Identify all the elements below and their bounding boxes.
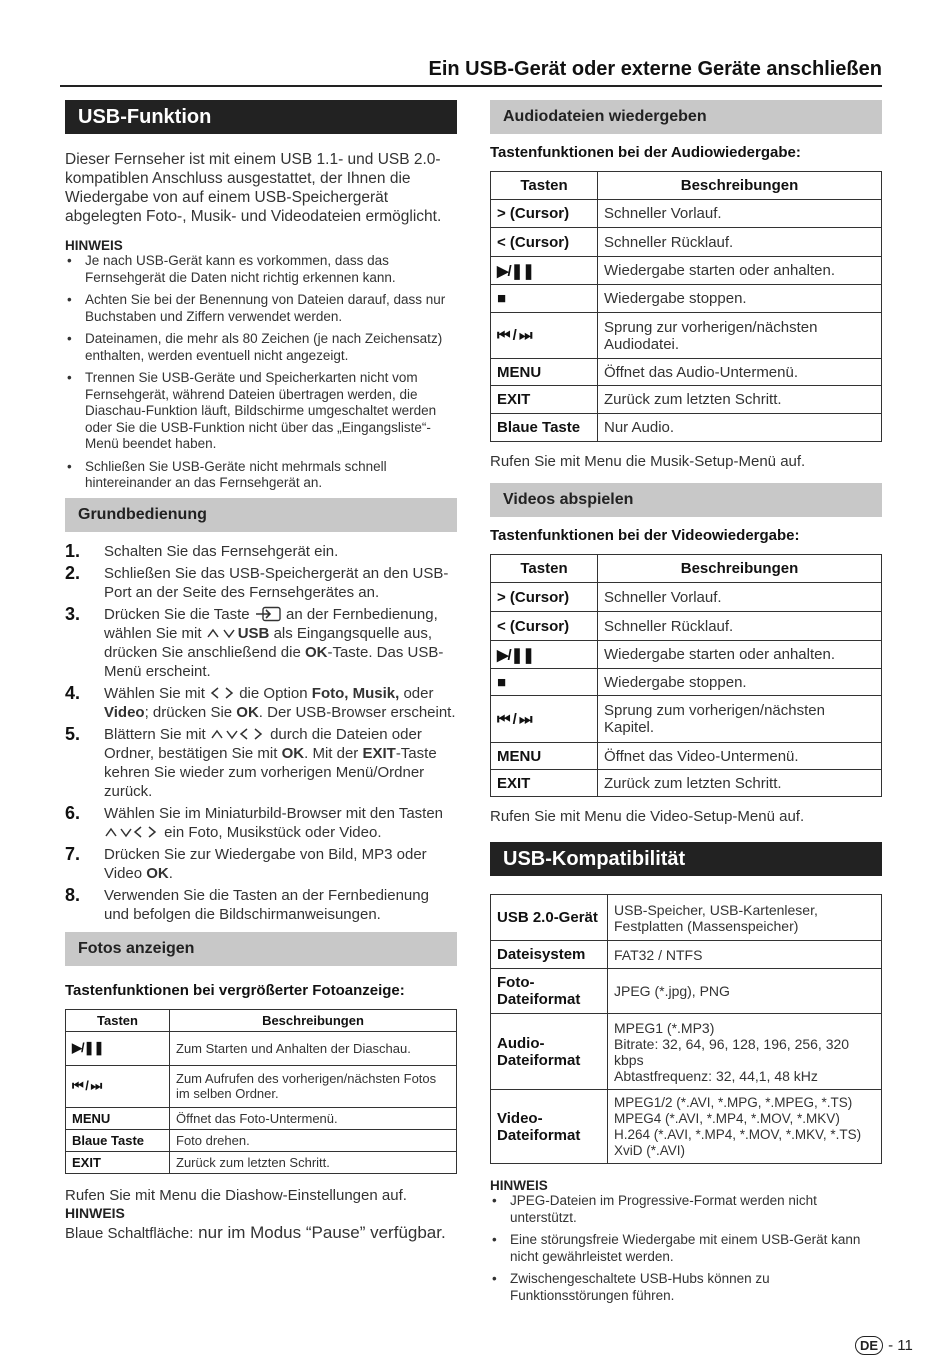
key-cell: ▶/❚❚ — [66, 1031, 170, 1065]
key-cell: < (Cursor) — [491, 228, 598, 257]
steps-list — [65, 542, 457, 924]
desc-cell: Zurück zum letzten Schritt. — [598, 770, 882, 797]
step-text: Drücken Sie die Taste an der Fernbedienung, wählen Sie mit USB als Eingangsquelle aus, drücken Sie anschließend die OK-Taste. Das USB-Menü erscheint. — [104, 605, 444, 680]
fotos-note-title: HINWEIS — [65, 1204, 125, 1221]
step-number: 1. — [65, 540, 81, 561]
table-header-row — [491, 172, 882, 200]
table-row — [66, 1107, 457, 1129]
page-number-text: - 11 — [888, 1337, 913, 1354]
kompat-note-title: HINWEIS — [490, 1178, 548, 1193]
key-cell: ▶/❚❚ — [491, 641, 598, 669]
table-row — [491, 941, 882, 969]
table-row — [66, 1065, 457, 1107]
column-header: Tasten — [66, 1009, 170, 1031]
step-text: Blättern Sie mit durch die Dateien oder Ordner, bestätigen Sie mit OK. Mit der EXIT-Taste kehren Sie wieder zum vorherigen Menü/Ordner zurück. — [104, 725, 437, 800]
desc-cell: Zum Aufrufen des vorherigen/nächsten Fotos im selben Ordner. — [170, 1065, 457, 1107]
table-row — [491, 612, 882, 641]
step-number: 3. — [65, 603, 81, 624]
desc-cell: Öffnet das Video-Untermenü. — [598, 743, 882, 770]
key-cell: ⏮ / ⏭ — [491, 313, 598, 359]
arrows-icon — [104, 825, 160, 839]
table-row — [491, 770, 882, 797]
desc-cell: Wiedergabe starten oder anhalten. — [598, 641, 882, 669]
desc-cell: Nur Audio. — [598, 414, 882, 442]
key-cell: Blaue Taste — [491, 414, 598, 442]
desc-cell: Zurück zum letzten Schritt. — [598, 386, 882, 414]
step-number: 8. — [65, 884, 81, 905]
up-down-icon — [206, 627, 238, 639]
page-number — [855, 1336, 913, 1355]
video-table — [490, 554, 882, 797]
table-row — [491, 743, 882, 770]
desc-cell: Wiedergabe stoppen. — [598, 669, 882, 696]
language-badge: DE — [855, 1336, 883, 1355]
desc-cell: Sprung zum vorherigen/nächsten Kapitel. — [598, 696, 882, 743]
note-title: HINWEIS — [65, 238, 123, 253]
key-cell: Audio-Dateiformat — [491, 1014, 608, 1090]
fotos-note: Blaue Schaltfläche: nur im Modus “Pause” verfügbar. — [65, 1222, 446, 1242]
table-row — [491, 386, 882, 414]
table-row — [491, 583, 882, 612]
table-header-row — [491, 555, 882, 583]
note-item: • Dateinamen, die mehr als 80 Zeichen (je nach Zeichensatz) enthalten, werden eventuell nicht angezeigt. — [65, 331, 457, 364]
key-cell: Blaue Taste — [66, 1129, 170, 1151]
step-number: 6. — [65, 802, 81, 823]
table-row — [491, 1014, 882, 1090]
column-header: Tasten — [491, 172, 598, 200]
fotos-footnote: Rufen Sie mit Menu die Diashow-Einstellungen auf. — [65, 1186, 407, 1204]
key-cell: MENU — [491, 743, 598, 770]
key-cell: USB 2.0-Gerät — [491, 895, 608, 941]
video-footnote: Rufen Sie mit Menu die Video-Setup-Menü auf. — [490, 808, 805, 825]
step-item — [65, 564, 457, 602]
column-header: Beschreibungen — [598, 172, 882, 200]
page-header — [60, 58, 882, 87]
step-text: Schließen Sie das USB-Speichergerät an den USB-Port an der Seite des Fernsehgerätes an. — [104, 564, 449, 601]
desc-cell: Zurück zum letzten Schritt. — [170, 1151, 457, 1173]
step-text: Drücken Sie zur Wiedergabe von Bild, MP3 oder Video OK. — [104, 845, 427, 882]
kompat-table — [490, 894, 882, 1164]
step-item — [65, 605, 457, 681]
key-cell: EXIT — [491, 386, 598, 414]
section-audio: Audiodateien wiedergeben — [490, 100, 882, 134]
step-item — [65, 886, 457, 924]
key-cell: ▶/❚❚ — [491, 257, 598, 285]
notes-list — [65, 253, 457, 492]
key-cell: MENU — [491, 359, 598, 386]
table-row — [491, 641, 882, 669]
desc-cell: Foto drehen. — [170, 1129, 457, 1151]
key-cell: ⏮ / ⏭ — [66, 1065, 170, 1107]
desc-cell: Sprung zur vorherigen/nächsten Audiodatei. — [598, 313, 882, 359]
input-source-icon — [254, 606, 282, 622]
desc-cell: Schneller Rücklauf. — [598, 228, 882, 257]
desc-cell: Schneller Vorlauf. — [598, 200, 882, 228]
section-video: Videos abspielen — [490, 483, 882, 517]
note-item: • Je nach USB-Gerät kann es vorkommen, dass das Fernsehgerät die Daten nicht richtig erkennen kann. — [65, 253, 457, 286]
key-cell: < (Cursor) — [491, 612, 598, 641]
audio-table-caption: Tastenfunktionen bei der Audiowiedergabe: — [490, 144, 801, 161]
section-usb-funktion: USB-Funktion — [65, 100, 457, 134]
desc-cell: Schneller Vorlauf. — [598, 583, 882, 612]
left-right-icon — [209, 686, 235, 700]
note-item: • Achten Sie bei der Benennung von Dateien darauf, dass nur Buchstaben und Ziffern verwendet werden. — [65, 292, 457, 325]
table-header-row — [66, 1009, 457, 1031]
key-cell: MENU — [66, 1107, 170, 1129]
step-text: Verwenden Sie die Tasten an der Fernbedienung und befolgen die Bildschirmanweisungen. — [104, 886, 429, 923]
step-text: Schalten Sie das Fernsehgerät ein. — [104, 542, 339, 560]
key-cell: ■ — [491, 669, 598, 696]
step-text: Wählen Sie mit die Option Foto, Musik, oder Video; drücken Sie OK. Der USB-Browser erscheint. — [104, 684, 456, 721]
step-item — [65, 845, 457, 883]
step-number: 2. — [65, 562, 81, 583]
step-item — [65, 542, 457, 561]
column-header: Beschreibungen — [170, 1009, 457, 1031]
right-column — [490, 100, 882, 1310]
audio-table — [490, 171, 882, 442]
desc-cell: Wiedergabe stoppen. — [598, 285, 882, 313]
fotos-table — [65, 1009, 457, 1174]
key-cell: Foto-Dateiformat — [491, 969, 608, 1014]
desc-cell: Öffnet das Foto-Untermenü. — [170, 1107, 457, 1129]
table-row — [491, 285, 882, 313]
desc-cell: Schneller Rücklauf. — [598, 612, 882, 641]
desc-cell: JPEG (*.jpg), PNG — [608, 969, 882, 1014]
key-cell: > (Cursor) — [491, 583, 598, 612]
step-item — [65, 804, 457, 842]
step-item — [65, 684, 457, 722]
table-row — [491, 313, 882, 359]
column-header: Tasten — [491, 555, 598, 583]
key-cell: EXIT — [491, 770, 598, 797]
column-header: Beschreibungen — [598, 555, 882, 583]
table-row — [491, 696, 882, 743]
key-cell: ■ — [491, 285, 598, 313]
table-row — [66, 1031, 457, 1065]
section-grundbedienung: Grundbedienung — [65, 498, 457, 532]
left-column — [65, 100, 457, 1245]
fotos-table-caption: Tastenfunktionen bei vergrößerter Fotoanzeige: — [65, 981, 405, 999]
desc-cell: MPEG1 (*.MP3) Bitrate: 32, 64, 96, 128, 196, 256, 320 kbps Abtastfrequenz: 32, 44,1, 48 kHz — [608, 1014, 882, 1090]
table-row — [491, 414, 882, 442]
table-row — [491, 257, 882, 285]
step-number: 4. — [65, 682, 81, 703]
note-item: • Eine störungsfreie Wiedergabe mit einem USB-Gerät kann nicht gewährleistet werden. — [490, 1232, 882, 1265]
desc-cell: Zum Starten und Anhalten der Diaschau. — [170, 1031, 457, 1065]
desc-cell: USB-Speicher, USB-Kartenleser, Festplatten (Massenspeicher) — [608, 895, 882, 941]
table-row — [66, 1129, 457, 1151]
table-row — [491, 969, 882, 1014]
note-item: • Schließen Sie USB-Geräte nicht mehrmals schnell hintereinander an das Fernsehgerät an. — [65, 459, 457, 492]
key-cell: EXIT — [66, 1151, 170, 1173]
audio-footnote: Rufen Sie mit Menu die Musik-Setup-Menü auf. — [490, 453, 806, 470]
note-item: • Trennen Sie USB-Geräte und Speicherkarten nicht vom Fernsehgerät, während Dateien übertragen werden, die Diaschau-Funktion läuft, Bildschirme umgeschaltet werden oder Sie die USB-Funktion nicht über das „Eingangsliste“-Menü beendet haben. — [65, 370, 457, 453]
kompat-notes-list — [490, 1193, 882, 1304]
table-row — [66, 1151, 457, 1173]
step-text: Wählen Sie im Miniaturbild-Browser mit den Tasten ein Foto, Musikstück oder Video. — [104, 804, 444, 841]
desc-cell: Öffnet das Audio-Untermenü. — [598, 359, 882, 386]
desc-cell: FAT32 / NTFS — [608, 941, 882, 969]
key-cell: ⏮ / ⏭ — [491, 696, 598, 743]
desc-cell: MPEG1/2 (*.AVI, *.MPG, *.MPEG, *.TS) MPEG4 (*.AVI, *.MP4, *.MOV, *.MKV) H.264 (*.AVI, *.MP4, *.MOV, *.MKV, *.TS) XviD (*.AVI) — [608, 1090, 882, 1164]
key-cell: Video-Dateiformat — [491, 1090, 608, 1164]
arrows-icon — [210, 727, 266, 741]
video-table-caption: Tastenfunktionen bei der Videowiedergabe: — [490, 527, 800, 544]
table-row — [491, 200, 882, 228]
table-row — [491, 228, 882, 257]
intro-paragraph: Dieser Fernseher ist mit einem USB 1.1- und USB 2.0-kompatiblen Anschluss ausgestattet, der Ihnen die Wiedergabe von auf einem USB-Speichergerät abgelegten Foto-, Musik- und Videodateien ermöglicht. — [65, 151, 442, 225]
section-usb-kompatibilitaet: USB-Kompatibilität — [490, 842, 882, 876]
step-item — [65, 725, 457, 801]
table-row — [491, 895, 882, 941]
desc-cell: Wiedergabe starten oder anhalten. — [598, 257, 882, 285]
step-number: 7. — [65, 843, 81, 864]
page-title: Ein USB-Gerät oder externe Geräte anschließen — [428, 58, 882, 80]
table-row — [491, 669, 882, 696]
table-row — [491, 359, 882, 386]
step-number: 5. — [65, 723, 81, 744]
note-item: • JPEG-Dateien im Progressive-Format werden nicht unterstützt. — [490, 1193, 882, 1226]
key-cell: > (Cursor) — [491, 200, 598, 228]
note-item: • Zwischengeschaltete USB-Hubs können zu Funktionsstörungen führen. — [490, 1271, 882, 1304]
table-row — [491, 1090, 882, 1164]
section-fotos: Fotos anzeigen — [65, 932, 457, 966]
key-cell: Dateisystem — [491, 941, 608, 969]
